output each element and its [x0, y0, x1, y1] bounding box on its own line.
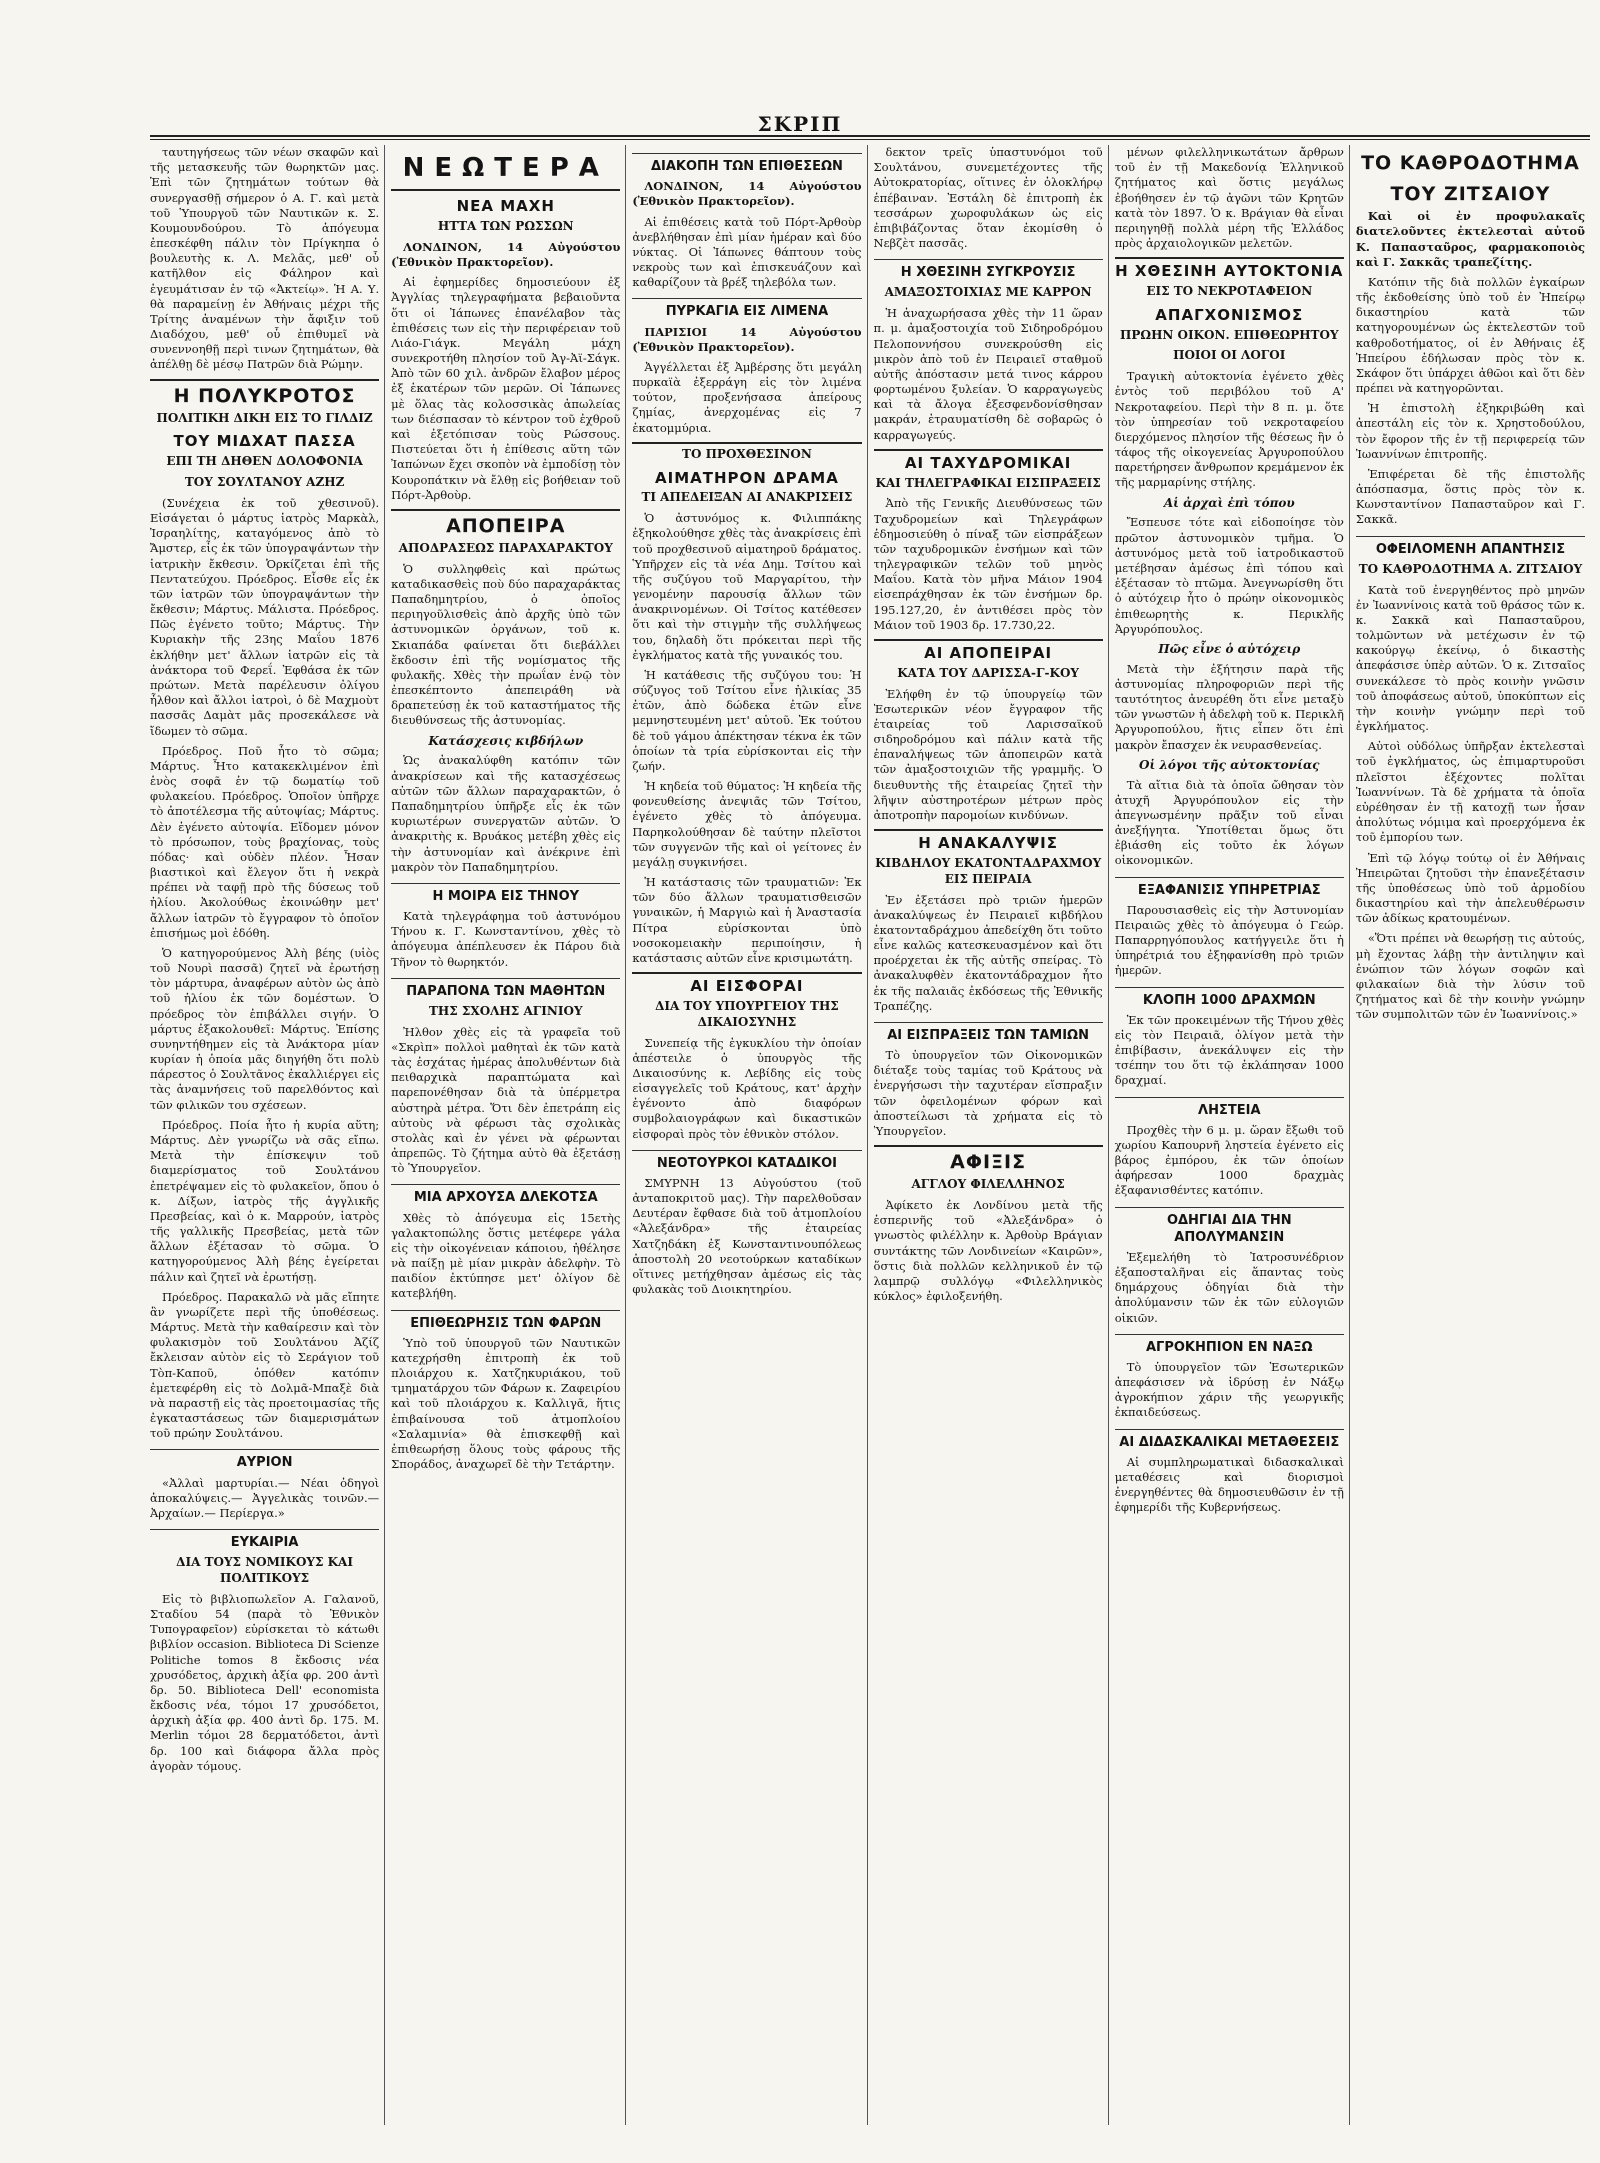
subheadline: ΑΜΑΞΟΣΤΟΙΧΙΑΣ ΜΕ ΚΑΡΡΟΝ — [884, 285, 1092, 300]
article-text: Τὸ ὑπουργεῖον τῶν Οἰκονομικῶν διέταξε τοὺς ταμίας τοῦ Κράτους νὰ ἐνεργήσωσι τὴν ταχυτέραν εἴσπραξιν τῶν ὀφειλομένων φόρων καὶ ἀποστείλωσι τὰ χρήματα εἰς τὸ Ὑπουργεῖον. — [873, 1048, 1103, 1138]
column-1 — [150, 145, 385, 2125]
subheadline: ΗΤΤΑ ΤΩΝ ΡΩΣΣΩΝ — [437, 219, 574, 234]
section-heading: ΚΛΟΠΗ 1000 ΔΡΑΧΜΩΝ — [1115, 987, 1344, 1009]
article-text: Τραγικὴ αὐτοκτονία ἐγένετο χθὲς ἐντὸς τοῦ περιβόλου τοῦ Α' Νεκροταφείου. Περὶ τὴν 8 π. μ. ὅτε τὸν ὑπηρεσίαν τοῦ νεκροταφείου διερχόμενος πλησίον τῆς θέσεως ἣν ὁ τάφος τῆς οἰκογενείας Ἀργυροπούλου παρετήρησεν ἄνθρωπον κρεμάμενον ἐκ τῆς μαρμαρίνης στήλης. — [1114, 369, 1344, 490]
headline: ΑΙΜΑΤΗΡΟΝ ΔΡΑΜΑ — [655, 468, 839, 487]
section-heading: ΕΠΙΘΕΩΡΗΣΙΣ ΤΩΝ ΦΑΡΩΝ — [391, 1310, 620, 1332]
section-heading: ΕΞΑΦΑΝΙΣΙΣ ΥΠΗΡΕΤΡΙΑΣ — [1115, 877, 1344, 899]
article-text: Ὁ κατηγορούμενος Ἀλὴ βέης (υἱὸς τοῦ Νουρὶ πασσᾶ) ζητεῖ νὰ ἐρωτήσῃ τὸν μάρτυρα, ἀναφέρων αὐτὸν ὡς ἀπὸ τοῦ ἡλίου ἐκ τῶν δομέστων. Ὁ πρόεδρος τὸν ἐπιβάλλει σιγήν. Ὁ μάρτυς ἐξακολουθεῖ: Μάρτυς. Ἐπίσης συνηντήθημεν εἰς τὰ Ἀνάκτορα μίαν κυρίαν ἡ ὁποία μᾶς διηγήθη ὅτι πολὺ πάρεστος ὁ Σουλτᾶνος ἐκαλλιέργει εἰς τὰς ἀναμνήσεις τοῦ παρελθόντος καὶ τῶν φιλικῶν του σχέσεων. — [150, 945, 380, 1112]
article-text: ΣΜΥΡΝΗ 13 Αὐγούστου (τοῦ ἀνταποκριτοῦ μας). Τὴν παρελθοῦσαν Δευτέραν ἔφθασε διὰ τοῦ ἀτμοπλοίου «Ἀλεξάνδρα» τῆς ἑταιρείας Χατζηδάκη ἐξ Κωνσταντινουπόλεως ἀποστολὴ 20 νεοτούρκων καταδίκων οἵτινες μετήχθησαν ἀμέσως εἰς τὰς φυλακὰς τοῦ Διοικητηρίου. — [632, 1175, 862, 1297]
article-text: Αὐτοὶ οὐδόλως ὑπῆρξαν ἐκτελεσταὶ τοῦ ἐγκλήματος, ὡς ἐπιμαρτυροῦσι πλεῖστοι ἐξέχοντες πολῖται Ἰωαννίνων. Τὰ δὲ χρήματα τὰ ὁποῖα εὑρέθησαν ἐν τῇ κατοχῇ των ἦσαν ἀπολύτως νόμιμα καὶ προερχόμενα ἐκ τοῦ ἐμπορίου των. — [1355, 739, 1586, 845]
article-text: Ἡ κατάστασις τῶν τραυματιῶν: Ἐκ τῶν δύο ἄλλων τραυματισθεισῶν γυναικῶν, ἡ Μαργιὼ καὶ ἡ Ἀναστασία Πίτρα εὑρίσκονται ὑπὸ νοσοκομειακὴν περιποίησιν, ἡ κατάστασις αὐτῶν εἶνε κρισιμωτάτη. — [632, 875, 862, 965]
headline: ΑΦΙΞΙΣ — [874, 1145, 1103, 1175]
article-text: Παρουσιασθεὶς εἰς τὴν Ἀστυνομίαν Πειραιῶς χθὲς τὸ ἀπόγευμα ὁ Γεώρ. Παπαρρηγόπουλος κατήγγειλε ὅτι ἡ ὑπηρέτριά του ἐξηφανίσθη πρὸ τριῶν ἡμερῶν. — [1114, 902, 1344, 978]
section-heading: Η ΧΘΕΣΙΝΗ ΣΥΓΚΡΟΥΣΙΣ — [874, 259, 1103, 281]
subheadline: ΚΑΤΑ ΤΟΥ ΔΑΡΙΣΣΑ-Γ-ΚΟΥ — [897, 665, 1079, 680]
article-text: Ὑπὸ τοῦ ὑπουργοῦ τῶν Ναυτικῶν κατεχρήσθη ἐπιτροπὴ ἐκ τοῦ πλοιάρχου κ. Χατζηκυριάκου, τοῦ τμηματάρχου τῶν Φάρων κ. Ζαφειρίου καὶ τοῦ πλοιάρχου κ. Καλλιγᾶ, ἥτις ἐπιβαίνουσα τοῦ ἀτμοπλοίου «Σαλαμινία» θὰ ἐπισκεφθῇ καὶ ἐπιθεωρήσῃ ὅλους τοὺς φάρους τῆς Σποράδος, ἀναχωρεῖ δὲ τὴν Τετάρτην. — [391, 1335, 621, 1472]
subheadline: ΤΙ ΑΠΕΔΕΙΞΑΝ ΑΙ ΑΝΑΚΡΙΣΕΙΣ — [641, 490, 853, 505]
article-text: Ἐκ τῶν προκειμένων τῆς Τήνου χθὲς εἰς τὸν Πειραιᾶ, ὀλίγον μετὰ τὴν ἐπιβίβασιν, ἀνεκάλυψεν εἰς τὴν τσέπην του ὅτι τῷ ἐκλάπησαν 1000 δραχμαί. — [1114, 1012, 1344, 1088]
article-text: «Ὅτι πρέπει νὰ θεωρήσῃ τις αὐτούς, μὴ ἔχοντας λάβῃ τὴν ἀντιληψιν καὶ ἐνώπιον τῶν λόγων σοφῶν καὶ φιλακαίων διὰ τὴν λύσιν τοῦ ζητήματος καὶ δὲ τὴν κοινὴν γνώμην τῶν συμπολιτῶν τῶν ἐν Ἰωαννίνοις.» — [1355, 931, 1586, 1022]
article-text: Αἱ ἐφημερίδες δημοσιεύουν ἐξ Ἀγγλίας τηλεγραφήματα βεβαιοῦντα ὅτι οἱ Ἰάπωνες ἐπανέλαβον τὰς ἐπιθέσεις των εἰς τὴν περιφέρειαν τοῦ Λιάο-Γιάγκ. Μεγάλη μάχη συνεκροτήθη πλησίον τοῦ Ἀγ-Ἀϊ-Σάγκ. Ἀπὸ τῶν 60 χιλ. ἀνδρῶν ἔλαβον μέρος ἐξ ἑκατέρων τῶν μερῶν. Οἱ Ἰάπωνες μὲ ὅλας τὰς κολοσσικὰς ἀπωλείας των διέσπασαν τὸ κέντρον τοῦ ἐχθροῦ καὶ ἐξετόπισαν τοὺς Ρώσσους. Πιστεύεται ὅτι ἡ ἐπίθεσις αὕτη τῶν Ἰαπώνων ἔχει σκοπὸν νὰ ἐμποδίσῃ τὸν Κουροπάτκιν νὰ ἔλθῃ εἰς βοήθειαν τοῦ Πόρτ-Ἀρθοὺρ. — [391, 275, 621, 502]
headline: ΑΙ ΑΠΟΠΕΙΡΑΙ — [874, 639, 1103, 664]
subsection-heading: Κατάσχεσις κιβδήλων — [428, 733, 584, 748]
article-text: Συνεπείᾳ τῆς ἐγκυκλίου τὴν ὁποίαν ἀπέστειλε ὁ ὑπουργὸς τῆς Δικαιοσύνης κ. Λεβίδης εἰς τοὺς εἰσαγγελεῖς τοῦ Κράτους, κατ' ἀρχὴν ἐγένοντο ἀπὸ διαφόρων συμβολαιογράφων καὶ δικαστικῶν εἰσφοραὶ πρὸς τὸν ἐθνικὸν στόλον. — [632, 1035, 862, 1141]
section-heading: ΛΗΣΤΕΙΑ — [1115, 1097, 1344, 1119]
article-text: Ἐν ἐξετάσει πρὸ τριῶν ἡμερῶν ἀνακαλύψεως ἐν Πειραιεῖ κιβδήλου ἑκατονταδράχμου ἀπεδείχθη ὅτι τοῦτο εἶνε καλῶς κατεσκευασμένον καὶ ὅτι προέρχεται ἐκ τῆς αὐτῆς σπείρας. Τὸ ἀνακαλυφθὲν ἑκατοντάδραχμον ἦτο ἐκ τῆς παλαιᾶς ἐκδόσεως τῆς Ἐθνικῆς Τραπέζης. — [873, 892, 1103, 1013]
subheadline: ΠΟΙΟΙ ΟΙ ΛΟΓΟΙ — [1173, 348, 1286, 363]
article-text: Τὸ ὑπουργεῖον τῶν Ἐσωτερικῶν ἀπεφάσισεν νὰ ἱδρύσῃ ἐν Νάξῳ ἀγροκήπιον χάριν τῆς γεωργικῆς ἐκπαιδεύσεως. — [1114, 1359, 1344, 1420]
article-text: Ἡ ἐπιστολὴ ἐξηκριβώθη καὶ ἀπεστάλη εἰς τὸν κ. Χρηστοδούλου, τὸν ἔφορον τῆς ἐν τῇ περιφερείᾳ τῶν Ἰωαννίνων ἐπιτροπῆς. — [1355, 401, 1586, 461]
article-text: Αἱ ἐπιθέσεις κατὰ τοῦ Πόρτ-Ἀρθοὺρ ἀνεβλήθησαν ἐπὶ μίαν ἡμέραν καὶ δύο νύκτας. Οἱ Ἰάπωνες θάπτουν τοὺς νεκροὺς των καὶ ἐπισκευάζουν καὶ καθαρίζουν τὰ βρέξ τηλεβόλα των. — [632, 214, 862, 290]
article-text: (Συνέχεια ἐκ τοῦ χθεσινοῦ). Εἰσάγεται ὁ μάρτυς ἰατρὸς Μαρκὰλ, Ἰσραηλίτης, καταγόμενος ἀπὸ τὸ Ἄμστερ, εἷς ἐκ τῶν ὑπογραψάντων τὴν ἰατρικὴν ἔκθεσιν. Ὁρκίζεται ἐπὶ τῆς Πεντατεύχου. Πρόεδρος. Εἶσθε εἷς ἐκ τῶν ἰατρῶν τῶν ὑπογραψάντων τὴν ἔκθεσιν; Μάρτυς. Μάλιστα. Πρόεδρος. Πῶς ἐγένετο τοῦτο; Μάρτυς. Τὴν Κυριακὴν τῆς 23ης Μαΐου 1876 ἐκλήθην μετ' ἄλλων ἰατρῶν εἰς τὰ ἀνάκτορα τοῦ Φερεΐ. Ἐφθάσα ἐκ τῶν πρώτων. Μετὰ παρέλευσιν ὀλίγου ἦλθον καὶ ἄλλοι ἰατροὶ, ὁ δὲ Μαχμοὺτ πασσᾶς Δαμὰτ μᾶς προσεκάλεσε νὰ ἴδωμεν τὸ σῶμα. — [150, 495, 380, 738]
header-rule — [150, 135, 1590, 140]
dateline: ΠΑΡΙΣΙΟΙ 14 Αὐγούστου (Ἐθνικὸν Πρακτορεῖον). — [632, 324, 862, 354]
section-heading: ΑΙ ΕΙΣΠΡΑΞΕΙΣ ΤΩΝ ΤΑΜΙΩΝ — [874, 1022, 1103, 1044]
subheadline: ΔΙΑ ΤΟΥ ΥΠΟΥΡΓΕΙΟΥ ΤΗΣ ΔΙΚΑΙΟΣΥΝΗΣ — [655, 998, 839, 1029]
article-text: Ἐλήφθη ἐν τῷ ὑπουργείῳ τῶν Ἐσωτερικῶν νέον ἔγγραφον τῆς ἑταιρείας τοῦ Λαρισσαϊκοῦ σιδηροδρόμου καὶ πάλιν κατὰ τῆς ἐπαναλήψεως τῶν ἀποπειρῶν κατὰ τῶν ἀμαξοστοιχιῶν τῆς γραμμῆς. Ὁ διευθυντὴς τῆς ἑταιρείας ζητεῖ τὴν λῆψιν αὐστηροτέρων μέτρων πρὸς ἀποτροπὴν παρομοίων κινδύνων. — [873, 686, 1103, 822]
headline: Η ΠΟΛΥΚΡΟΤΟΣ — [150, 379, 379, 409]
section-heading: ΠΥΡΚΑΓΙΑ ΕΙΣ ΛΙΜΕΝΑ — [632, 298, 861, 320]
article-text: Ἡ ἀναχωρήσασα χθὲς τὴν 11 ὥραν π. μ. ἀμαξοστοιχία τοῦ Σιδηροδρόμου Πελοποννήσου συνεκρούσθη εἰς μικρὸν ἀπὸ τοῦ ἐν Πειραιεῖ σταθμοῦ αὐτῆς ἀπόστασιν μετά τινος κάρρου φορτωμένου ξυλείαν. Ὁ καρραγωγεὺς καὶ τὰ ἄλογα ἐξεσφενδονίσθησαν μακράν, ἐτραυματίσθη δὲ σοβαρῶς ὁ καρραγωγεύς. — [873, 306, 1103, 442]
article-text: Ἀγγέλλεται ἐξ Ἀμβέρσης ὅτι μεγάλη πυρκαϊὰ ἐξερράγη εἰς τὸν λιμένα τούτον, προξενήσασα ἀπείρους ζημίας, ἀνερχομένας εἰς 7 ἑκατομμύρια. — [632, 359, 862, 435]
section-heading: ΝΕΟΤΟΥΡΚΟΙ ΚΑΤΑΔΙΚΟΙ — [632, 1150, 861, 1172]
article-text: Κατὰ τοῦ ἐνεργηθέντος πρὸ μηνῶν ἐν Ἰωαννίνοις κατὰ τοῦ θράσος τῶν κ. κ. Σακκᾶ καὶ Παπασταῦρου, τολμῶντων νὰ μετέχωσιν ἐν τῷ κακούργῳ ἐκείνῳ, ὁ δικαστὴς ἀπεφάσισε ὑπὲρ αὐτῶν. Ὁ κ. Ζιτσαῖος συνεκάλεσε τὸ πρὸς κοινὴν γνῶσιν τοῦ ἀποφάσεως αὐτοῦ, ὑποκύπτων εἰς τὴν κοινὴν γνώμην περὶ τοῦ ἐγκλήματος. — [1355, 582, 1586, 734]
column-5 — [1115, 145, 1350, 2125]
subheadline: ΕΙΣ ΤΟ ΝΕΚΡΟΤΑΦΕΙΟΝ — [1146, 284, 1313, 298]
headline: ΑΠΑΓΧΟΝΙΣΜΟΣ — [1155, 305, 1304, 324]
headline: ΝΕΑ ΜΑΧΗ — [456, 197, 555, 216]
article-text: Ὡς ἀνακαλύφθη κατόπιν τῶν ἀνακρίσεων καὶ τῆς κατασχέσεως αὐτῶν τῶν ἄλλων παραχαρακτῶν, ὁ Παπαδημητρίου ὑπῆρξε εἷς ἐκ τῶν κυριωτέρων συνεργατῶν αὐτῶν. Ὁ ἀνακριτὴς κ. Βρυάκος μετέβη χθὲς εἰς τὴν ἀστυνομίαν καὶ ἀνέκρινε ἐπὶ μακρὸν τὸν Παπαδημητρίου. — [391, 753, 621, 874]
dateline: ΛΟΝΔΙΝΟΝ, 14 Αὐγούστου (Ἐθνικὸν Πρακτορεῖον). — [632, 179, 862, 209]
subheadline: ΑΓΓΛΟΥ ΦΙΛΕΛΛΗΝΟΣ — [911, 1177, 1065, 1192]
section-heading: ΑΓΡΟΚΗΠΙΟΝ ΕΝ ΝΑΞΩ — [1115, 1334, 1344, 1356]
headline: ΑΠΟΠΕΙΡΑ — [391, 509, 620, 539]
section-heading: ΟΔΗΓΙΑΙ ΔΙΑ ΤΗΝ ΑΠΟΛΥΜΑΝΣΙΝ — [1115, 1207, 1344, 1246]
headline: ΑΙ ΤΑΧΥΔΡΟΜΙΚΑΙ — [874, 449, 1103, 474]
column-4 — [874, 145, 1109, 2125]
article-text: Εἰς τὸ βιβλιοπωλεῖον Α. Γαλανοῦ, Σταδίου 54 (παρὰ τὸ Ἐθνικὸν Τυπογραφεῖον) εὑρίσκεται τὸ κάτωθι βιβλίον occasion. Biblioteca Di Scienze Politiche tomos 8 ἔκδοσις νέα χρυσόδετος, ἀρχικὴ ἀξία φρ. 200 ἀντὶ δρ. 50. Biblioteca Dell' economista ἔκδοσις νέα, τόμοι 17 χρυσόδετοι, ἀρχικὴ ἀξία φρ. 400 ἀντὶ δρ. 175. M. Merlin τόμοι 28 δερματόδετοι, ἀντὶ δρ. 100 καὶ διάφορα ἄλλα πρὸς ἀγορὰν τόμους. — [150, 1591, 380, 1773]
article-text: μένων φιλελληνικωτάτων ἄρθρων τοῦ ἐν τῇ Μακεδονίᾳ Ἑλληνικοῦ ζητήματος καὶ ὅστις μεγάλως ἐβοήθησεν ἐν τῷ ἀγῶνι τῶν Κρητῶν κατὰ τὸν 1897. Ὁ κ. Βράγιαν θὰ εἶναι περιηγηθῇ πολλὰ μέρη τῆς Ἑλλάδος πρὸς ἀρχαιολογικῶν μελετῶν. — [1114, 145, 1344, 251]
section-heading: ΑΙ ΔΙΔΑΣΚΑΛΙΚΑΙ ΜΕΤΑΘΕΣΕΙΣ — [1115, 1429, 1344, 1451]
column-6 — [1356, 145, 1590, 2125]
section-heading: ΟΦΕΙΛΟΜΕΝΗ ΑΠΑΝΤΗΣΙΣ — [1356, 536, 1585, 558]
article-text: Ἐπιφέρεται δὲ τῆς ἐπιστολῆς ἀπόσπασμα, ὅστις πρὸς τὸν κ. Κωνσταντίνον Παπασταῦρον καὶ Γ. Σακκᾶ. — [1355, 466, 1586, 527]
article-text: Ὁ συλληφθεὶς καὶ πρώτως καταδικασθεὶς ποὺ δύο παραχαράκτας Παπαδημητρίου, ὁ ὁποῖος περιηγοῦλισθεὶς ἀπὸ ἀρχῆς ὑπὸ τῶν ἀστυνομικῶν ὀργάνων, τοῦ κ. Σκιαπάδα φαίνεται ὅτι διεβάλλει ἔκδοσιν ἐπὶ τῆς νομίσματος τῆς φυλακῆς. Χθὲς τὴν πρωΐαν ἐνῷ τὸν ἐπεσκέπτοντο ἀπεπειράθη νὰ δραπετεύσῃ ἐκ τοῦ καταστήματος τῆς διευθύνσεως τῆς ἀστυνομίας. — [391, 561, 621, 728]
subheadline: ΤΟ ΚΑΘΡΟΔΟΤΗΜΑ Α. ΖΙΤΣΑΙΟΥ — [1358, 561, 1583, 576]
subsection-heading: Αἱ ἀρχαὶ ἐπὶ τόπου — [1163, 495, 1295, 510]
headline: ΑΙ ΕΙΣΦΟΡΑΙ — [632, 972, 861, 997]
section-title: ΝΕΩΤΕΡΑ — [391, 151, 620, 191]
section-heading: ΠΑΡΑΠΟΝΑ ΤΩΝ ΜΑΘΗΤΩΝ — [391, 978, 620, 1000]
subheadline: ΠΡΩΗΝ ΟΙΚΟΝ. ΕΠΙΘΕΩΡΗΤΟΥ — [1120, 327, 1339, 342]
headline: Η ΧΘΕΣΙΝΗ ΑΥΤΟΚΤΟΝΙΑ — [1115, 257, 1344, 282]
subheadline: ΑΠΟΔΡΑΣΕΩΣ ΠΑΡΑΧΑΡΑΚΤΟΥ — [398, 540, 613, 555]
article-text: Κατὰ τηλεγράφημα τοῦ ἀστυνόμου Τήνου κ. Γ. Κωνσταντίνου, χθὲς τὸ ἀπόγευμα ἀπέπλευσεν ἐκ Πάρου διὰ Τῆνον τὸ θωρηκτόν. — [391, 909, 621, 969]
article-text: Πρόεδρος. Ποία ἦτο ἡ κυρία αὕτη; Μάρτυς. Δὲν γνωρίζω νὰ σᾶς εἴπω. Μετὰ τὴν ἐπίσκεψιν τοῦ διαμερίσματος τοῦ Σουλτάνου ἐπετρέψαμεν εἰς τὸ φυλακεῖον, ὅπου ὁ κ. Δίξων, ἰατρὸς τῆς ἀγγλικῆς Πρεσβείας, καὶ ὁ κ. Μαρρούν, ἰατρὸς τῆς γαλλικῆς Πρεσβείας, μετὰ τῶν ἄλλων ἐξέτασαν τὸ σῶμα. Ὁ κατηγορούμενος Ἀλὴ βέης ἐγείρεται πάλιν καὶ ζητεῖ νὰ ἐρωτήσῃ. — [150, 1117, 380, 1284]
subheadline: ΤΟΥ ΣΟΥΛΤΑΝΟΥ ΑΖΗΖ — [184, 475, 345, 490]
article-text: Ἡ κηδεία τοῦ θύματος: Ἡ κηδεία τῆς φονευθείσης ἀνεψιᾶς τῶν Τσίτου, ἐγένετο χθὲς τὸ ἀπόγευμα. Παρηκολούθησαν δὲ ταύτην πλεῖστοι τῶν συγγενῶν τῆς καὶ οἱ γείτονες ἐν μεγάλῃ συγκινήσει. — [632, 779, 862, 869]
headline: ΤΟΥ ΜΙΔΧΑΤ ΠΑΣΣΑ — [173, 432, 356, 451]
article-text: «Ἀλλαὶ μαρτυρίαι.— Νέαι ὁδηγοὶ ἀποκαλύψεις.— Ἀγγελικὰς τοινῶν.— Ἀρχαίων.— Περίεργα.» — [150, 1475, 380, 1520]
article-text: δεκτον τρεῖς ὑπαστυνόμοι τοῦ Σουλτάνου, συνεμετέχοντες τῆς Αὐτοκρατορίας, οἵτινες ἐν ὁλοκλήρῳ ἐπέβαιναν. Ἐστάλη δὲ ἐπιτροπὴ ἐκ τεσσάρων χωροφυλάκων ὡς εἰς ἐπιβιβάζοντας ὅταν ἐκομίσθη ὁ Νεβζὲτ πασσᾶς. — [873, 145, 1103, 251]
article-text: ταυτηγήσεως τῶν νέων σκαφῶν καὶ τῆς μετασκευῆς τῶν θωρηκτῶν μας. Ἐπὶ τῶν ζητημάτων τούτων θὰ συνεργασθῇ σήμερον ὁ Α. Γ. καὶ μετὰ τοῦ Ὑπουργοῦ τῶν Ναυτικῶν κ. Σ. Κουμουνδούρου. Τὸ ἀπόγευμα ἐπεσκέφθη πάλιν τὸν Πρίγκηπα ὁ βουλευτὴς κ. Λ. Μελᾶς, μεθ' οὗ κατῆλθον εἰς Φάληρον καὶ ἐγευμάτισαν ἐν τῷ «Ἀκτείῳ». Ἡ Α. Υ. θὰ παραμείνῃ ἐν Ἀθήναις μέχρι τῆς Τρίτης ἀναμένων τὴν ἄφιξιν τοῦ Διαδόχου, μεθ' οὗ ἐπιθυμεῖ νὰ συνεννοηθῇ περὶ τινων ζητημάτων, θὰ ἀπέλθῃ δὲ μέσῳ Πατρῶν διὰ Ρώμην. — [150, 145, 380, 372]
article-text: Χθὲς τὸ ἀπόγευμα εἰς 15ετὴς γαλακτοπώλης ὅστις μετέφερε γάλα εἰς τὴν οἰκογένειαν κάποιου, ἠθέλησε νὰ παίξῃ μὲ μίαν μικρὰν ἀδελφὴν. Τὸ παιδίον ἐκτύπησε μετ' ὀλίγον δὲ κατεβλήθη. — [391, 1210, 621, 1301]
headline: Η ΑΝΑΚΑΛΥΨΙΣ — [874, 829, 1103, 854]
page-name: ΣΚΡΙΠ — [757, 112, 843, 136]
article-text: Ἠλθον χθὲς εἰς τὰ γραφεῖα τοῦ «Σκρὶπ» πολλοὶ μαθηταὶ ἐκ τῶν κατὰ τὰς ἐσχάτας ἡμέρας ἀπολυθέντων διὰ πειθαρχικὰ παραπτώματα καὶ παρεπονέθησαν διὰ τὰ ὑπέρμετρα αὐστηρὰ μέτρα. Ὅτι δὲν ἐπετράπη εἰς αὐτοὺς νὰ φέρωσι τὰς σχολικὰς στολὰς καὶ ἐν γένει νὰ φέρωνται ἀπρεπῶς. Τὸ ζήτημα αὐτὸ θὰ ἐξετάσῃ τὸ Ὑπουργεῖον. — [391, 1024, 621, 1176]
article-text: Μετὰ τὴν ἐξήτησιν παρὰ τῆς ἀστυνομίας πληροφοριῶν περὶ τῆς ταυτότητος ἀνευρέθη ὅτι εἶνε μεταξὺ τῶν γνωστῶν ἡ ἀδελφὴ τοῦ κ. Περικλῆ Ἀργυροπούλου, ἥτις εἶπεν ὅτι ἐπὶ μακρὸν ἔπασχεν ἐκ νευρασθενείας. — [1114, 661, 1344, 752]
subheadline: ΚΙΒΔΗΛΟΥ ΕΚΑΤΟΝΤΑΔΡΑΧΜΟΥ ΕΙΣ ΠΕΙΡΑΙΑ — [875, 855, 1102, 886]
newspaper-columns — [150, 145, 1590, 2125]
dateline: ΛΟΝΔΙΝΟΝ, 14 Αὐγούστου (Ἐθνικὸν Πρακτορεῖον). — [391, 239, 621, 270]
column-3 — [632, 145, 867, 2125]
article-text: Ἀπὸ τῆς Γενικῆς Διευθύνσεως τῶν Ταχυδρομείων καὶ Τηλεγράφων ἐδημοσιεύθη ὁ πίναξ τῶν εἰσπράξεων τῶν ταχυδρομικῶν ἐνσήμων καὶ τῶν τηλεγραφικῶν τελῶν τοῦ μηνὸς Μαΐου. Κατὰ τὸν μῆνα Μάιον 1904 εἰσεπράχθησαν ἐκ τῶν ἐνσήμων δρ. 195.127,20, ἐν ἀντιθέσει πρὸς τὸν Μάιον τοῦ 1903 δρ. 17.730,22. — [873, 496, 1103, 632]
section-heading: ΜΙΑ ΑΡΧΟΥΣΑ ΔΛΕΚΟΤΣΑ — [391, 1184, 620, 1206]
subsection-heading: Πῶς εἶνε ὁ αὐτόχειρ — [1158, 641, 1301, 656]
article-text: Ἐπὶ τῷ λόγῳ τούτῳ οἱ ἐν Ἀθήναις Ἠπειρῶται ζητοῦσι τὴν ἐπανεξέτασιν τῆς ὑποθέσεως ὑπὸ τοῦ ἀρμοδίου δικαστηρίου καὶ τὴν ἀπελευθέρωσιν τῶν ἀδίκως κρατουμένων. — [1355, 850, 1586, 926]
article-text: Πρόεδρος. Παρακαλῶ νὰ μᾶς εἴπητε ἂν γνωρίζετε περὶ τῆς ὑποθέσεως. Μάρτυς. Μετὰ τὴν καθαίρεσιν καὶ τὸν φυλακισμὸν τοῦ Σουλτάνου Ἀζίζ ἔκλεισαν αὐτὸν εἰς τὸ Σεράγιον τοῦ Τὸπ-Καποῦ, ὁπόθεν κατόπιν ἐμετεφέρθη εἰς τὸ Δολμᾶ-Μπαξὲ διὰ νὰ παραστῇ εἰς τὰς προετοιμασίας τῆς ἐγκαταστάσεως τῶν διαμερισμάτων τοῦ πρώην Σουλτάνου. — [150, 1289, 380, 1441]
article-text: Προχθὲς τὴν 6 μ. μ. ὥραν ἔξωθι τοῦ χωρίου Καπουρνῆ ληστεία ἐγένετο εἰς βάρος ἐμπόρου, ἐκ τῶν ὁποίων ἀφήρεσαν 1000 δραχμὰς ἐξαφανισθέντες κατόπιν. — [1114, 1122, 1344, 1198]
section-heading: ΑΥΡΙΟΝ — [150, 1449, 379, 1471]
headline: ΤΟ ΚΑΘΡΟΔΟΤΗΜΑ — [1361, 152, 1580, 174]
section-heading: ΔΙΑΚΟΠΗ ΤΩΝ ΕΠΙΘΕΣΕΩΝ — [632, 153, 861, 175]
subheadline: ΤΗΣ ΣΧΟΛΗΣ ΑΓΙΝΙΟΥ — [428, 1003, 583, 1018]
subheadline: ΤΟ ΠΡΟΧΘΕΣΙΝΟΝ — [632, 442, 861, 463]
column-2 — [391, 145, 626, 2125]
article-text: Ἀφίκετο ἐκ Λονδίνου μετὰ τῆς ἑσπερινῆς τοῦ «Ἀλεξάνδρα» ὁ γνωστὸς φιλέλλην κ. Ἀρθοὺρ Βράγιαν συντάκτης τῶν Λονδινείων «Καιρῶν», ὅστις διὰ πολλῶν κελληνικοῦ ἐν τῷ λαμπρῷ συλλόγῳ «Φιλελληνικὸς κύκλος» ἐφιλοξενήθη. — [873, 1198, 1103, 1304]
article-text: Ἐξεμελήθη τὸ Ἰατροσυνέδριον ἐξαποσταλῆναι εἰς ἅπαντας τοὺς δημάρχους ὁδηγίαι διὰ τὴν ἀπολύμανσιν τῶν ἐκ τῶν εὐλογιῶν οἰκιῶν. — [1114, 1249, 1344, 1325]
article-text: Ἡ κατάθεσις τῆς συζύγου του: Ἡ σύζυγος τοῦ Τσίτου εἶνε ἡλικίας 35 ἐτῶν, ἀπὸ δώδεκα ἐτῶν εἶνε μεμνηστευμένη μετ' αὐτοῦ. Ἐκ τούτου δὲ τοῦ γάμου ἀπέκτησαν τέκνα ἐκ τῶν ὁποίων τὰ τρία εὑρίσκονται εἰς τὴν ζωήν. — [632, 667, 862, 773]
article-text: Πρόεδρος. Ποῦ ἦτο τὸ σῶμα; Μάρτυς. Ἦτο κατακεκλιμένον ἐπὶ ἑνὸς σοφᾶ ἐν τῷ δωματίῳ τοῦ φυλακείου. Πρόεδρος. Ὁποῖον ὑπῆρχε τὸ ἀποτέλεσμα τῆς αὐτοψίας; Μάρτυς. Δὲν ἐγένετο αὐτοψία. Εἴδομεν μόνον τὸ πρόσωπον, τοὺς βραχίονας, τοὺς πόδας· καὶ οὐδὲν πλέον. Ἦσαν βιαστικοὶ καὶ ἔλεγον ὅτι ἡ νεκρὰ πρέπει νὰ ταφῇ πρὸ τῆς δύσεως τοῦ ἡλίου. Ἀκολούθως ἐκοινώθην μετ' ἄλλων ἰατρῶν τὸ ἔγγραφον τὸ ὁποῖον ἐπισήμως μοὶ ἐδόθη. — [150, 743, 380, 940]
article-text: Κατόπιν τῆς διὰ πολλῶν ἐγκαίρων τῆς ἐκδοθείσης ὑπὸ τοῦ ἐν Ἠπείρῳ δικαστηρίου κατὰ τῶν κατηγορουμένων ὡς ἐκτελεστῶν τοῦ καθροδοτήματος, οἱ ἐν Ἀθήναις ἐξ Ἠπείρου ἐδήλωσαν πρὸς τὸν κ. Σκάφον ὅτι ὑπάρχει ἀθῶοι καὶ ὅτι δὲν πρέπει νὰ κατηγορῶνται. — [1355, 274, 1586, 396]
article-deck: Καὶ οἱ ἐν προφυλακαῖς διατελοῦντες ἐκτελεσταὶ αὐτοῦ Κ. Παπασταῦρος, φαρμακοποιὸς καὶ Γ. Σακκᾶς τραπεζίτης. — [1355, 209, 1586, 269]
section-heading: ΕΥΚΑΙΡΙΑ — [150, 1529, 379, 1551]
subheadline: ΚΑΙ ΤΗΛΕΓΡΑΦΙΚΑΙ ΕΙΣΠΡΑΞΕΙΣ — [875, 475, 1101, 490]
article-text: Ὁ ἀστυνόμος κ. Φιλιππάκης ἐξηκολούθησε χθὲς τὰς ἀνακρίσεις ἐπὶ τοῦ προχθεσινοῦ αἱματηροῦ δράματος. Ὑπῆρχεν εἰς τὰ νέα Δημ. Τσίτου καὶ τῆς συζύγου τοῦ Μαργαρίτου, τὴν γενομένην παρουσίᾳ ἄλλων τῶν ἀνακρινομένων. Οἱ Τσίτος κατέθεσεν ὅτι καὶ τὴν στιγμὴν τῆς συλλήψεως του, δηλαδὴ ὅτι πρόκειται περὶ τῆς ἐγκλήματος κατὰ τῆς γυναικός του. — [632, 511, 862, 662]
article-text: Ἔσπευσε τότε καὶ εἰδοποίησε τὸν πρῶτον ἀστυνομικὸν τμῆμα. Ὁ ἀστυνόμος μετὰ τοῦ ἰατροδικαστοῦ μετέβησαν ἀμέσως ἐπὶ τόπου καὶ ἐξέτασαν τὸ πτῶμα. Ἀνεγνωρίσθη ὅτι ὁ αὐτόχειρ ἦτο ὁ πρώην οἰκονομικὸς ἐπιθεωρητὴς κ. Περικλῆς Ἀργυρόπουλος. — [1114, 515, 1344, 636]
subheadline: ΠΟΛΙΤΙΚΗ ΔΙΚΗ ΕΙΣ ΤΟ ΓΙΛΔΙΖ — [156, 410, 373, 425]
subsection-heading: Οἱ λόγοι τῆς αὐτοκτονίας — [1139, 757, 1320, 772]
article-text: Τὰ αἴτια διὰ τὰ ὁποῖα ὤθησαν τὸν ἀτυχῆ Ἀργυρόπουλον εἰς τὴν ἀπεγνωσμένην πρᾶξιν τοῦ εἶναι ἀνεξήγητα. Ὑποτίθεται ὅμως ὅτι ἐβιάσθη εἰς τοῦτο ἐκ λόγων οἰκονομικῶν. — [1114, 777, 1344, 868]
article-text: Αἱ συμπληρωματικαὶ διδασκαλικαὶ μεταθέσεις καὶ διορισμοὶ ἐνεργηθέντες θὰ δημοσιευθῶσιν ἐν τῇ ἐφημερίδι τῆς Κυβερνήσεως. — [1114, 1454, 1344, 1515]
masthead — [0, 0, 1600, 136]
subheadline: ΔΙΑ ΤΟΥΣ ΝΟΜΙΚΟΥΣ ΚΑΙ ΠΟΛΙΤΙΚΟΥΣ — [176, 1555, 353, 1586]
headline: ΤΟΥ ΖΙΤΣΑΙΟΥ — [1390, 183, 1551, 206]
subheadline: ΕΠΙ ΤΗ ΔΗΘΕΝ ΔΟΛΟΦΟΝΙΑ — [166, 454, 363, 469]
section-heading: Η ΜΟΙΡΑ ΕΙΣ ΤΗΝΟΥ — [391, 883, 620, 905]
